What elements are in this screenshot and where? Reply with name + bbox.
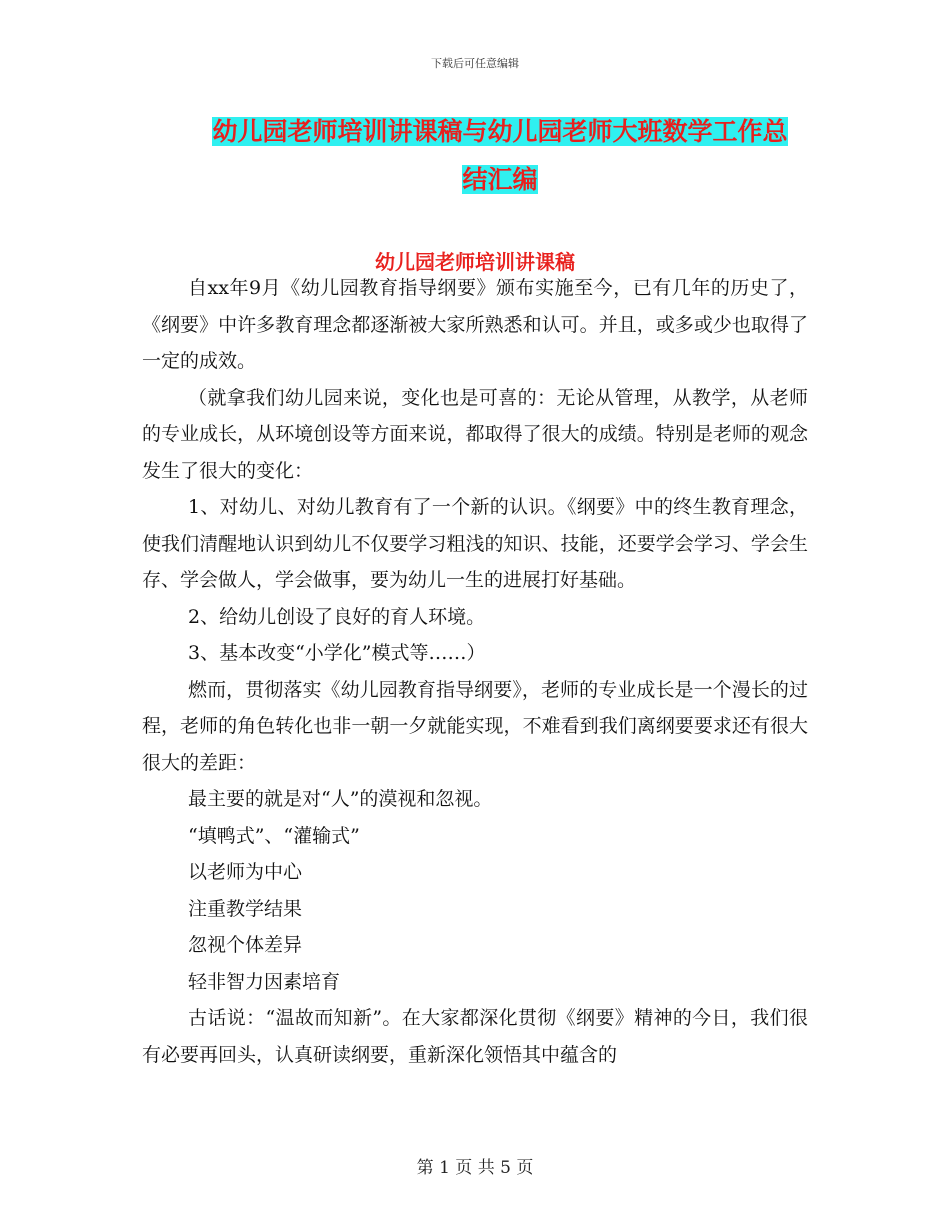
paragraph: 3、基本改变“小学化”模式等……） bbox=[188, 642, 486, 664]
section-title: 幼儿园老师培训讲课稿 bbox=[375, 250, 575, 274]
paragraph: 忽视个体差异 bbox=[188, 934, 303, 956]
paragraph: 以老师为中心 bbox=[188, 861, 303, 883]
paragraph: 注重教学结果 bbox=[188, 897, 303, 920]
paragraph: 最主要的就是对“人”的漠视和忽视。 bbox=[188, 788, 493, 810]
body-text bbox=[142, 270, 808, 1073]
document-title bbox=[190, 108, 810, 204]
paragraph: 2、给幼儿创设了良好的育人环境。 bbox=[188, 605, 486, 628]
paragraph: “填鸭式”、“灌输式” bbox=[188, 824, 360, 847]
header-note: 下载后可任意编辑 bbox=[431, 57, 519, 70]
paragraph: 自xx年9月《幼儿园教育指导纲要》颁布实施至今，已有几年的历史了，《纲要》中许多教育理念都逐渐被大家所熟悉和认可。并且，或多或少也取得了一定的成效。 bbox=[142, 277, 808, 372]
page-footer: 第 1 页 共 5 页 bbox=[416, 1158, 534, 1178]
paragraph: 轻非智力因素培育 bbox=[188, 970, 341, 993]
document-title-line-1: 幼儿园老师培训讲课稿与幼儿园老师大班数学工作总 bbox=[212, 117, 788, 146]
paragraph: 1、对幼儿、对幼儿教育有了一个新的认识。《纲要》中的终生教育理念，使我们清醒地认识到幼儿不仅要学习粗浅的知识、技能，还要学会学习、学会生存、学会做人，学会做事，要为幼儿一生的进展打好基础。 bbox=[142, 496, 808, 591]
paragraph: 燃而，贯彻落实《幼儿园教育指导纲要》，老师的专业成长是一个漫长的过程，老师的角色转化也非一朝一夕就能实现，不难看到我们离纲要要求还有很大很大的差距： bbox=[142, 678, 808, 774]
paragraph: 古话说：“温故而知新”。在大家都深化贯彻《纲要》精神的今日，我们很有必要再回头，认真研读纲要，重新深化领悟其中蕴含的 bbox=[142, 1007, 808, 1066]
document-title-line-2: 结汇编 bbox=[462, 165, 538, 194]
paragraph: （就拿我们幼儿园来说，变化也是可喜的：无论从管理，从教学，从老师的专业成长，从环境创设等方面来说，都取得了很大的成绩。特别是老师的观念发生了很大的变化： bbox=[142, 386, 808, 482]
